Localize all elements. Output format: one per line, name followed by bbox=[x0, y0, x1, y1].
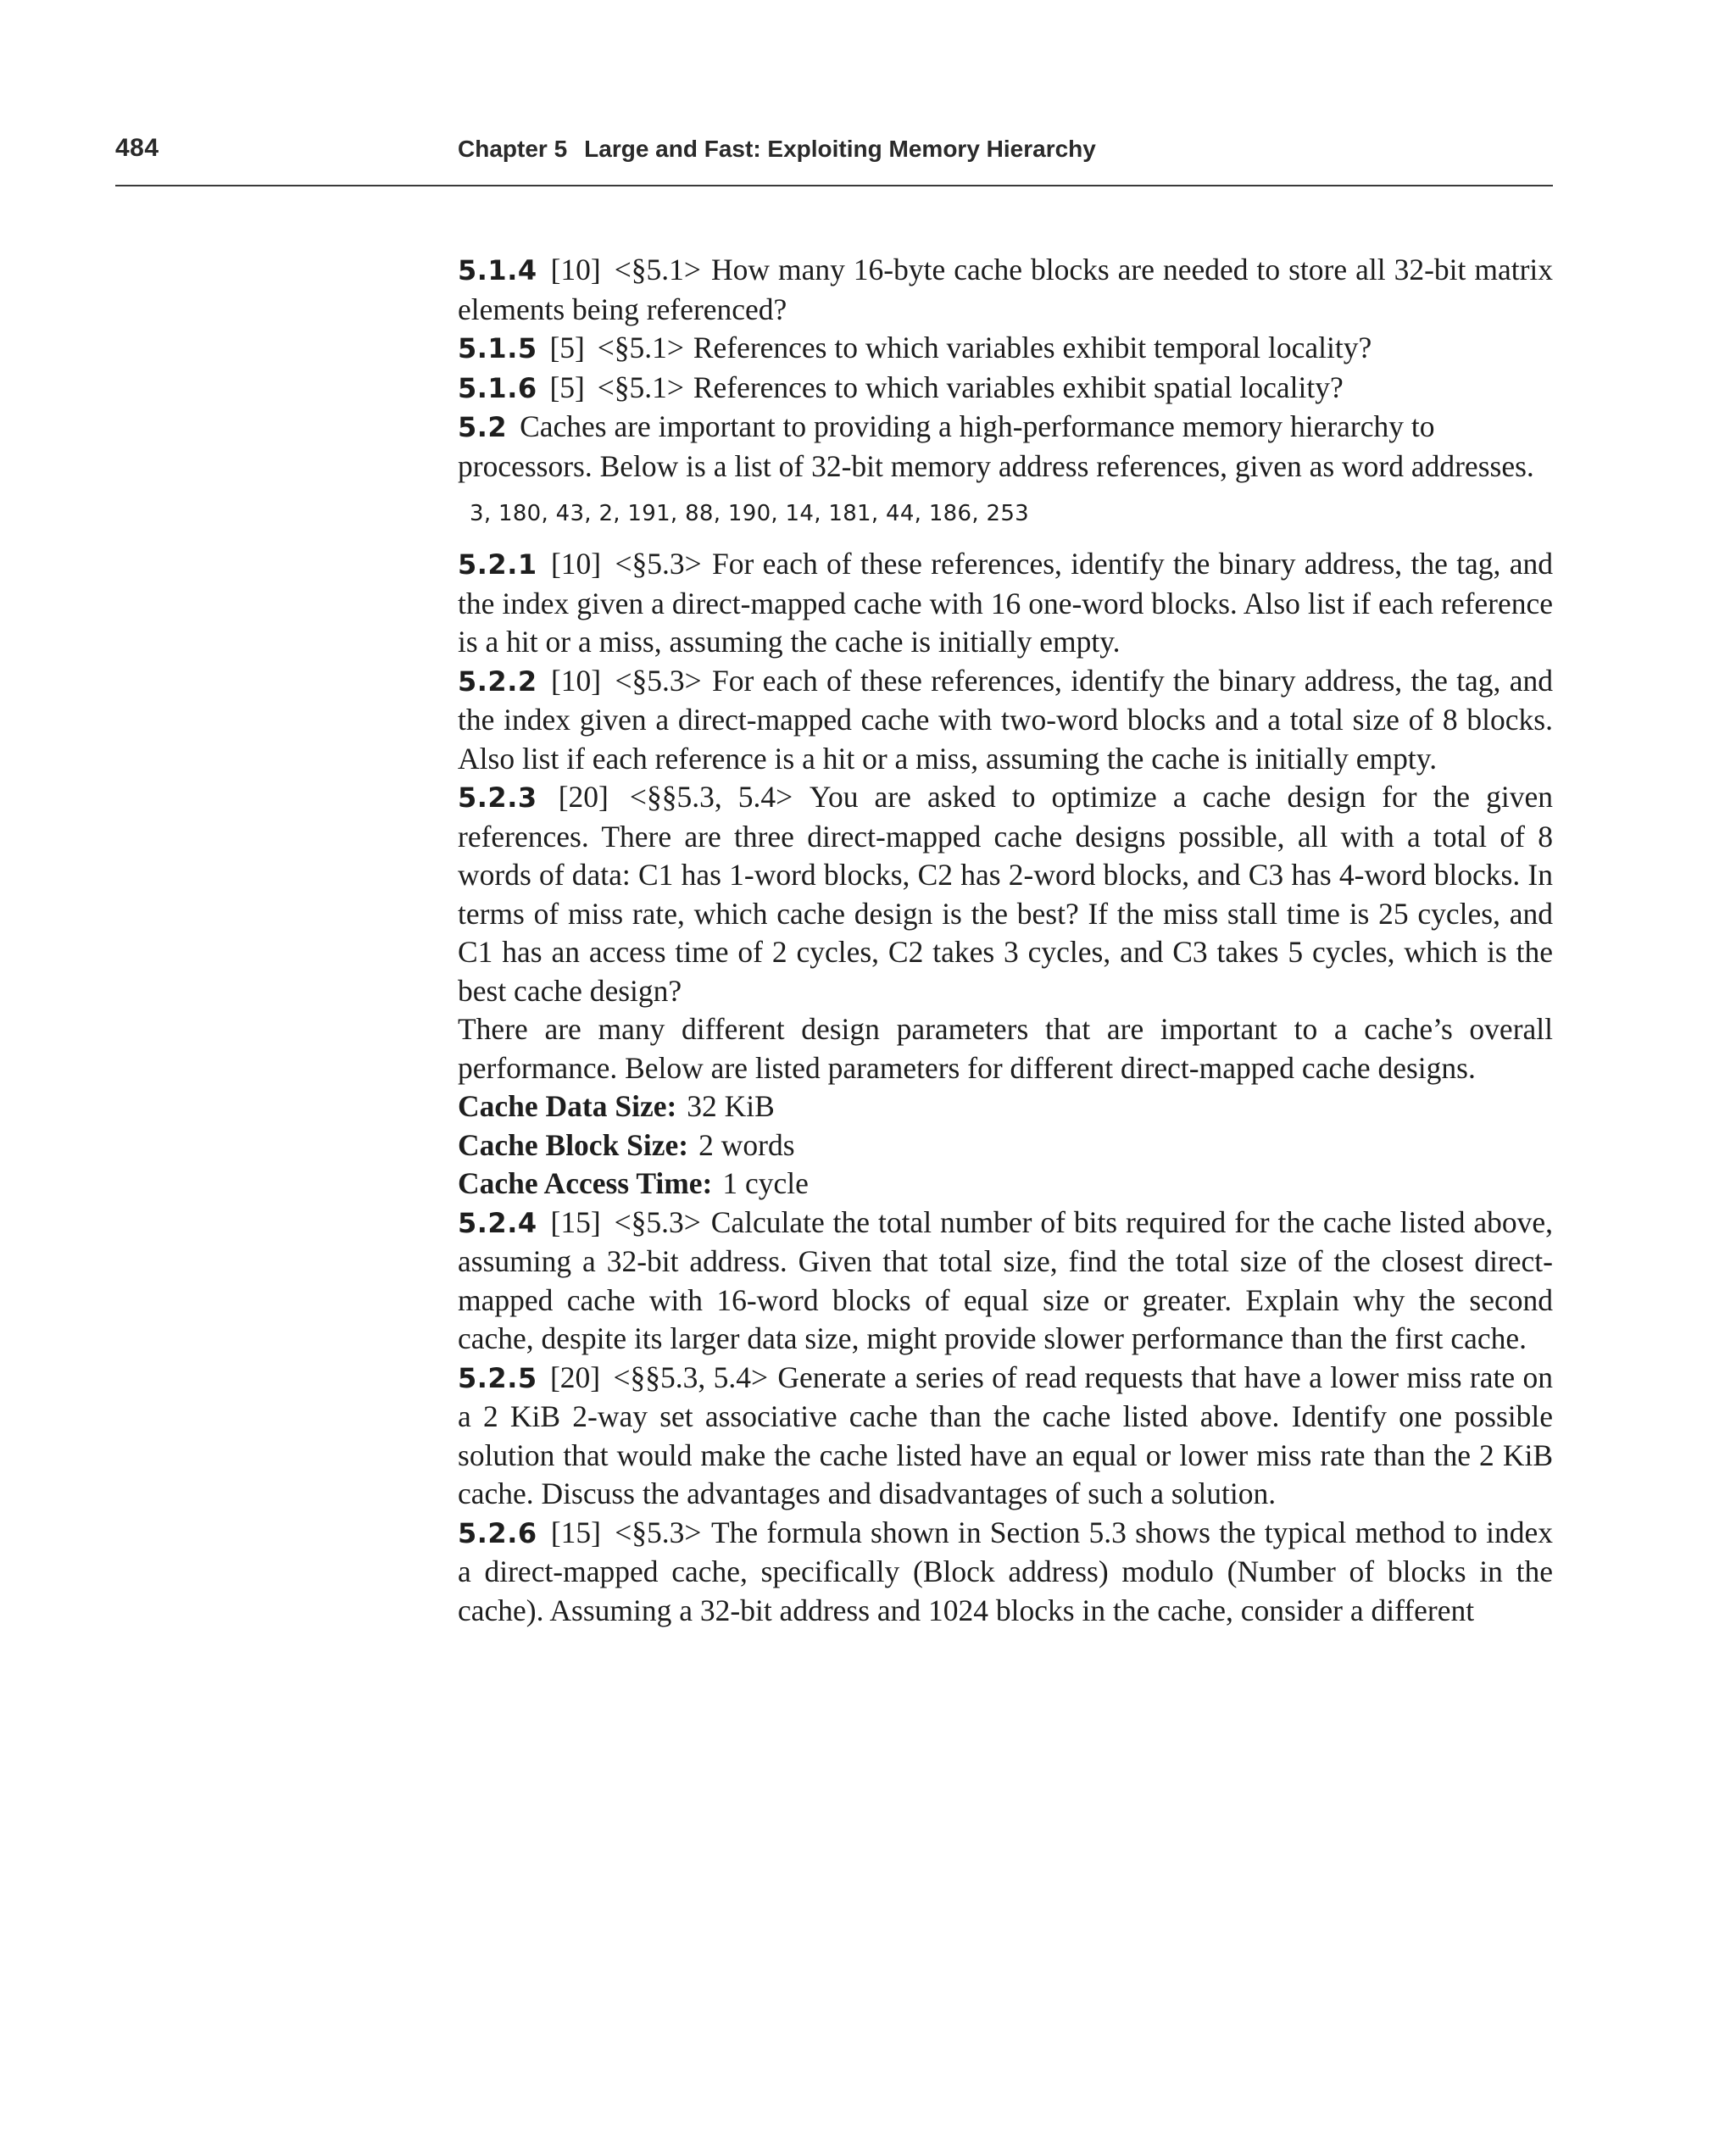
exercise-5-2-6 bbox=[458, 1514, 1553, 1631]
parameter-label: Cache Access Time: bbox=[458, 1166, 713, 1200]
exercise-text: References to which variables exhibit spatial locality? bbox=[693, 370, 1344, 404]
exercise-5-2-2 bbox=[458, 662, 1553, 779]
exercise-section: <§5.3> bbox=[615, 547, 702, 581]
exercise-text: Generate a series of read requests that have a lower miss rate on a 2 KiB 2-way set associative cache than the cache listed above. Identify one possible solution that would make the cache listed have an equal or lower miss rate than the 2 KiB cache. Discuss the advantages and disadvantages of such a solution. bbox=[458, 1360, 1553, 1510]
problem-5-2-intro bbox=[458, 408, 1553, 486]
exercise-section: <§5.3> bbox=[614, 1204, 701, 1239]
exercise-5-2-5 bbox=[458, 1359, 1553, 1514]
exercise-number: 5.2.1 bbox=[458, 548, 537, 581]
exercise-5-2-1 bbox=[458, 545, 1553, 662]
exercise-text: How many 16-byte cache blocks are needed to store all 32-bit matrix elements being referenced? bbox=[458, 253, 1554, 326]
exercise-points: [15] bbox=[550, 1515, 601, 1549]
exercise-points: [10] bbox=[550, 663, 602, 698]
exercise-points: [10] bbox=[550, 547, 602, 581]
parameter-value: 2 words bbox=[698, 1127, 795, 1162]
parameters-intro: There are many different design parameters that are important to a cache’s overall performance. Below are listed parameters for different direct-mapped cache designs. bbox=[458, 1012, 1553, 1085]
exercise-number: 5.2.2 bbox=[458, 665, 537, 698]
exercise-section: <§5.3> bbox=[615, 1515, 702, 1549]
exercise-5-1-4 bbox=[458, 251, 1553, 329]
problem-text: Caches are important to providing a high-performance memory hierarchy to processors. Below is a list of 32-bit memory address references, given as word addresses. bbox=[458, 409, 1534, 483]
address-references: 3, 180, 43, 2, 191, 88, 190, 14, 181, 44, 186, 253 bbox=[470, 501, 1029, 526]
page-number: 484 bbox=[115, 134, 159, 162]
parameter-block-size bbox=[458, 1126, 1553, 1165]
exercise-text: You are asked to optimize a cache design for the given references. There are three direct-mapped cache designs possible, all with a total of 8 words of data: C1 has 1-word blocks, C2 has 2-word blocks, and C3 has 4-word blocks. In terms of miss rate, which cache design is the best? If the miss stall time is 25 cycles, and C1 has an access time of 2 cycles, C2 takes 3 cycles, and C3 takes 5 cycles, which is the best cache design? bbox=[458, 780, 1554, 1008]
exercise-number: 5.2.5 bbox=[458, 1361, 537, 1394]
exercise-points: [5] bbox=[549, 370, 585, 404]
page-header bbox=[115, 134, 1553, 186]
chapter-label: Chapter 5 bbox=[458, 136, 568, 162]
problem-number: 5.2 bbox=[458, 411, 508, 443]
exercise-section: <§5.1> bbox=[614, 253, 701, 286]
exercise-text: For each of these references, identify the binary address, the tag, and the index given a direct-mapped cache with 16 one-word blocks. Also list if each reference is a hit or a miss, assuming the cache is initially empty. bbox=[458, 547, 1554, 659]
exercise-points: [20] bbox=[558, 780, 609, 814]
exercise-section: <§§5.3, 5.4> bbox=[613, 1360, 769, 1394]
parameter-access-time bbox=[458, 1165, 1553, 1204]
chapter-title: Large and Fast: Exploiting Memory Hierarchy bbox=[584, 136, 1096, 162]
exercise-number: 5.2.3 bbox=[458, 781, 537, 814]
exercise-text: The formula shown in Section 5.3 shows the typical method to index a direct-mapped cache, specifically (Block address) modulo (Number of blocks in the cache). Assuming a 32-bit address and 1024 blocks in the cache, consider a different bbox=[458, 1515, 1553, 1627]
exercise-section: <§5.1> bbox=[597, 331, 684, 364]
exercise-section: <§5.1> bbox=[597, 370, 684, 404]
exercise-section: <§5.3> bbox=[615, 663, 702, 698]
exercise-text: Calculate the total number of bits required for the cache listed above, assuming a 32-bit address. Given that total size, find the total size of the closest direct-mapped cache with 16-word blocks of equal size or greater. Explain why the second cache, despite its larger data size, might provide slower performance than the first cache. bbox=[458, 1204, 1554, 1355]
parameter-data-size bbox=[458, 1087, 1553, 1126]
exercise-section: <§§5.3, 5.4> bbox=[629, 780, 793, 814]
exercise-points: [5] bbox=[549, 331, 585, 364]
parameter-label: Cache Data Size: bbox=[458, 1089, 677, 1123]
exercise-text: For each of these references, identify the binary address, the tag, and the index given a direct-mapped cache with two-word blocks and a total size of 8 blocks. Also list if each reference is a hit or a miss, assuming the cache is initially empty. bbox=[458, 663, 1554, 776]
exercise-points: [20] bbox=[549, 1360, 601, 1394]
exercise-5-1-6 bbox=[458, 369, 1553, 409]
parameter-value: 1 cycle bbox=[722, 1166, 809, 1200]
exercise-5-1-5 bbox=[458, 329, 1553, 369]
exercise-5-2-4 bbox=[458, 1204, 1553, 1359]
exercise-5-2-3 bbox=[458, 778, 1553, 1010]
page-body bbox=[458, 251, 1553, 1630]
exercise-number: 5.1.5 bbox=[458, 332, 537, 364]
exercise-points: [10] bbox=[550, 253, 601, 286]
exercise-number: 5.1.6 bbox=[458, 371, 537, 404]
running-head bbox=[458, 136, 1096, 163]
parameter-value: 32 KiB bbox=[687, 1089, 775, 1123]
parameter-label: Cache Block Size: bbox=[458, 1127, 689, 1162]
exercise-text: References to which variables exhibit temporal locality? bbox=[693, 331, 1372, 364]
exercise-number: 5.1.4 bbox=[458, 254, 537, 286]
exercise-number: 5.2.6 bbox=[458, 1516, 537, 1549]
exercise-points: [15] bbox=[550, 1204, 601, 1239]
exercise-number: 5.2.4 bbox=[458, 1206, 537, 1239]
